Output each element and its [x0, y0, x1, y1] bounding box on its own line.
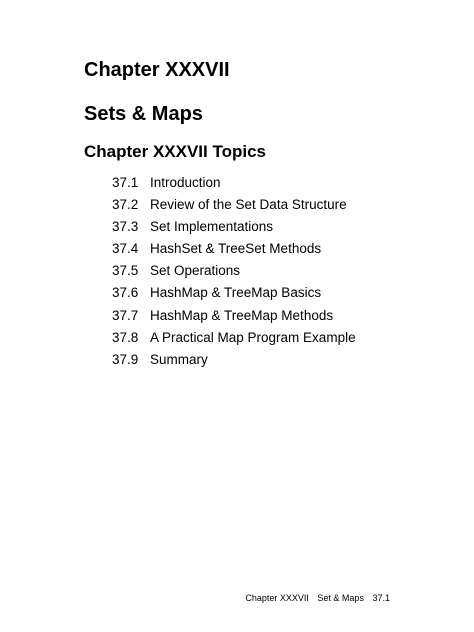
topic-title: Set Implementations	[150, 219, 274, 235]
chapter-title: Chapter XXXVII	[84, 59, 230, 81]
topics-list	[112, 174, 356, 373]
topic-item	[112, 240, 356, 262]
topic-item	[112, 174, 356, 196]
topic-title: Introduction	[150, 175, 221, 190]
footer-page-number: 37.1	[372, 593, 390, 603]
topic-title: HashMap & TreeMap Basics	[150, 285, 322, 301]
topic-number: 37.5	[112, 263, 139, 279]
topic-item	[112, 307, 356, 329]
topic-number: 37.4	[112, 241, 139, 257]
topic-number: 37.6	[112, 285, 139, 301]
footer-title: Set & Maps	[317, 593, 364, 603]
topic-number: 37.8	[112, 329, 139, 345]
topics-heading: Chapter XXXVII Topics	[84, 142, 267, 161]
topic-number: 37.2	[112, 197, 139, 213]
topic-number: 37.7	[112, 307, 139, 323]
topic-title: Set Operations	[150, 263, 241, 279]
topic-title: Summary	[150, 351, 208, 367]
topic-title: Review of the Set Data Structure	[150, 197, 347, 213]
topic-number: 37.1	[112, 175, 139, 190]
topic-title: HashMap & TreeMap Methods	[150, 307, 334, 323]
topic-title: A Practical Map Program Example	[150, 329, 356, 345]
topic-title: HashSet & TreeSet Methods	[150, 241, 322, 257]
topic-number: 37.9	[112, 351, 139, 367]
topic-item	[112, 262, 356, 284]
topic-item	[112, 218, 356, 240]
topic-item	[112, 351, 356, 373]
topic-item	[112, 196, 356, 218]
page-footer	[245, 593, 390, 604]
topic-number: 37.3	[112, 219, 139, 235]
footer-chapter: Chapter XXXVII	[245, 593, 309, 603]
topic-item	[112, 284, 356, 306]
topic-item	[112, 329, 356, 351]
chapter-subtitle: Sets & Maps	[84, 103, 203, 125]
